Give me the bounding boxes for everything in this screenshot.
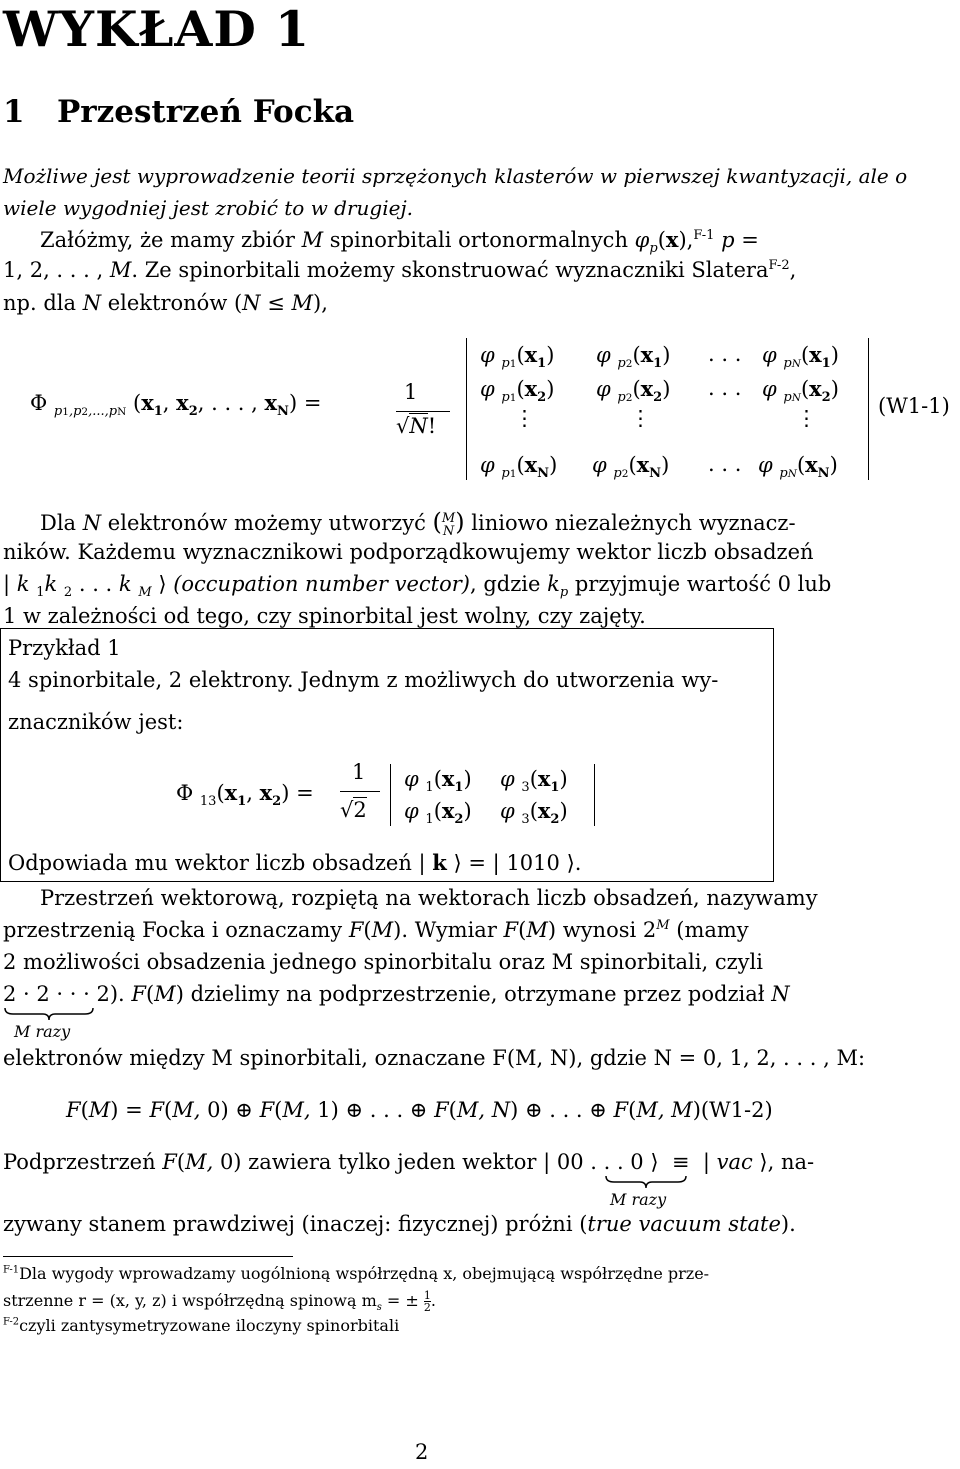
underbrace-2-label: M razy — [610, 1190, 667, 1209]
text: strzenne r = (x, y, z) i współrzędną spinową m — [3, 1291, 377, 1310]
para3-line-4: 2 · 2 · · · 2). F(M) dzielimy na podprzestrzenie, otrzymane przez podział N — [3, 982, 790, 1006]
text: Odpowiada mu wektor liczb obsadzeń — [8, 851, 419, 875]
text: przestrzenią Focka i oznaczamy — [3, 918, 349, 942]
eq2: F(M) = F(M, 0) ⊕ F(M, 1) ⊕ . . . ⊕ F(M, N) ⊕ . . . ⊕ F(M, M)(W1-2) — [66, 1098, 773, 1122]
eq1-cell: φ $_{p1}(x_2)$ — [480, 376, 555, 406]
text: elektronów ( — [101, 291, 243, 315]
eq1-cell: φ $_{p1}(x_1)$ — [480, 342, 555, 372]
section-number: 1 — [3, 94, 25, 130]
intro-line-2: wiele wygodniej jest zrobić to w drugiej. — [3, 196, 414, 220]
text: czyli zantysymetryzowane iloczyny spinorbitali — [19, 1316, 400, 1335]
footnote-2-mark: F-2 — [3, 1316, 20, 1328]
para2-line-3: | k $_1$k $_2$ . . . k $_M$ ⟩ (occupation number vector), gdzie $k_p$ przyjmuje wartość 0 lub — [3, 572, 832, 601]
eq1-cell: φ $_{pN}(x_2)$ — [762, 376, 839, 406]
eq1-vdots: ⋮ — [796, 406, 817, 430]
example-det-left-bar — [390, 764, 391, 826]
text: (occupation number vector) — [173, 572, 470, 596]
eq1-label: (W1-1) — [878, 394, 950, 418]
eq1-cell: φ $_{p2}(x_1)$ — [596, 342, 671, 372]
text: 1010 — [506, 851, 560, 875]
text: . — [430, 1291, 437, 1310]
text: Dla wygody wprowadzamy uogólnioną współrzędną x, obejmującą współrzędne prze- — [19, 1264, 710, 1283]
para3-line-5: elektronów między M spinorbitali, oznaczane F(M, N), gdzie N = 0, 1, 2, . . . , M: — [3, 1046, 866, 1070]
example-box — [0, 628, 774, 882]
para1-line-1: Załóżmy, że mamy zbiór M spinorbitali ortonormalnych $\varphi_p(x),^{F-1}$ p = — [40, 227, 759, 257]
para2-line-2: ników. Każdemu wyznacznikowi podporządkowujemy wektor liczb obsadzeń — [3, 540, 814, 564]
text: true vacuum state — [587, 1212, 781, 1236]
text: ). — [780, 1212, 796, 1236]
footnote-1 — [3, 1264, 709, 1283]
footnote-rule — [3, 1256, 293, 1257]
example-line-1: 4 spinorbitale, 2 elektrony. Jednym z możliwych do utworzenia wy- — [8, 668, 719, 692]
example-eq-num: 1 — [352, 760, 366, 784]
text: Załóżmy, że mamy zbiór — [40, 228, 302, 252]
underbrace-1-label: M razy — [14, 1022, 71, 1041]
eq1-cell: φ $_{pN}(x_N)$ — [758, 452, 838, 482]
para3-line-1: Przestrzeń wektorową, rozpiętą na wektorach liczb obsadzeń, nazywamy — [40, 886, 818, 910]
para1-line-2: 1, 2, . . . , M. Ze spinorbitali możemy skonstruować wyznaczniki Slatera$^{F-2}$, — [3, 258, 797, 282]
eq1-cell: . . . — [708, 342, 742, 366]
text: dzielimy na podprzestrzenie, otrzymane przez podział — [183, 982, 772, 1006]
example-det-cell: φ $_1(x_2)$ — [404, 798, 472, 828]
example-eq-lhs: Φ $_{13}(x_1$, $x_2$) = — [176, 780, 314, 810]
text: (mamy — [669, 918, 749, 942]
footnote-2 — [3, 1316, 399, 1335]
text: na- — [780, 1150, 815, 1174]
example-eq-den: √2 — [340, 798, 367, 822]
page-number: 2 — [415, 1440, 429, 1464]
eq1-cell: φ $_{p2}(x_2)$ — [596, 376, 671, 406]
text: . Ze spinorbitali możemy skonstruować wyznaczniki Slatera — [131, 258, 769, 282]
eq1-cell: φ $_{pN}(x_1)$ — [762, 342, 839, 372]
text: elektronów możemy utworzyć — [101, 511, 426, 535]
eq1-fraction: 1 — [404, 379, 418, 404]
eq1-fraction-bar — [396, 411, 450, 412]
example-det-cell: φ $_3(x_1)$ — [500, 766, 568, 796]
text: Podprzestrzeń — [3, 1150, 163, 1174]
para3-line-2: przestrzenią Focka i oznaczamy F(M). Wymiar F(M) wynosi $2^M$ (mamy — [3, 918, 749, 942]
footnote-1-mark: F-1 — [3, 1264, 20, 1276]
eq1-cell: . . . — [708, 452, 742, 476]
text: Dla — [40, 511, 83, 535]
eq1-denominator: √N! — [396, 414, 437, 438]
text: np. dla — [3, 291, 83, 315]
footnote-ref-2[interactable]: F-2 — [768, 258, 790, 273]
text: 1, 2, . . . , — [3, 258, 110, 282]
text: . Wymiar — [401, 918, 504, 942]
intro-line-1: Możliwe jest wyprowadzenie teorii sprzężonych klasterów w pierwszej kwantyzacji, ale o — [3, 164, 908, 188]
example-frac-bar — [340, 791, 380, 792]
para4-line-2 — [3, 1212, 796, 1236]
footnote-1-line-2: strzenne r = (x, y, z) i współrzędną spinową $m_s$ = ± $\frac{1}{2}$ . — [3, 1289, 437, 1314]
para2-line-1: Dla N elektronów możemy utworzyć ( M N ) liniowo niezależnych wyznacz- — [40, 508, 796, 539]
section-heading — [3, 94, 354, 130]
text: wynosi 2 — [556, 918, 657, 942]
footnote-ref-1[interactable]: F-1 — [693, 228, 715, 243]
eq1-vdots: ⋮ — [514, 406, 535, 430]
eq1-vdots: ⋮ — [630, 406, 651, 430]
eq1-cell: . . . — [708, 376, 742, 400]
eq1-det-left-bar — [466, 338, 467, 480]
para4-line-1: Podprzestrzeń F(M, 0) zawiera tylko jeden wektor | 00 . . . 0 ⟩ ≡ | vac ⟩, na- — [3, 1150, 815, 1174]
para2-line-4: 1 w zależności od tego, czy spinorbital jest wolny, czy zajęty. — [3, 604, 646, 628]
text: zawiera tylko jeden wektor — [241, 1150, 544, 1174]
text: liniowo niezależnych wyznacz- — [471, 511, 796, 535]
eq1-det-right-bar — [868, 338, 869, 480]
example-result: Odpowiada mu wektor liczb obsadzeń | k ⟩ = | 1010 ⟩. — [8, 850, 582, 875]
eq2-label: (W1-2) — [700, 1098, 773, 1122]
text: , gdzie — [469, 572, 548, 596]
text: zywany stanem prawdziwej (inaczej: fizycznej) próżni ( — [3, 1212, 588, 1236]
text: spinorbitali ortonormalnych — [323, 228, 635, 252]
example-det-right-bar — [594, 764, 595, 826]
eq1-cell: φ $_{p2}(x_N)$ — [592, 452, 670, 482]
example-det-cell: φ $_1(x_1)$ — [404, 766, 472, 796]
section-title: Przestrzeń Focka — [56, 94, 355, 130]
underbrace-1 — [3, 1006, 95, 1022]
example-det-cell: φ $_3(x_2)$ — [500, 798, 568, 828]
example-heading: Przykład 1 — [8, 636, 121, 660]
eq1-lhs: Φ $_{p1,p2,...,pN}$ ($x_1$, $x_2$, . . . , $x_N$) = — [30, 390, 322, 420]
example-line-2: znaczników jest: — [8, 710, 184, 734]
underbrace-2 — [604, 1174, 688, 1190]
eq1-cell: φ $_{p1}(x_N)$ — [480, 452, 558, 482]
para3-line-3: 2 możliwości obsadzenia jednego spinorbitalu oraz M spinorbitali, czyli — [3, 950, 763, 974]
chapter-title: WYKŁAD 1 — [3, 0, 311, 58]
para1-line-3: np. dla N elektronów (N ≤ M), — [3, 291, 328, 315]
text: przyjmuje wartość 0 lub — [568, 572, 832, 596]
